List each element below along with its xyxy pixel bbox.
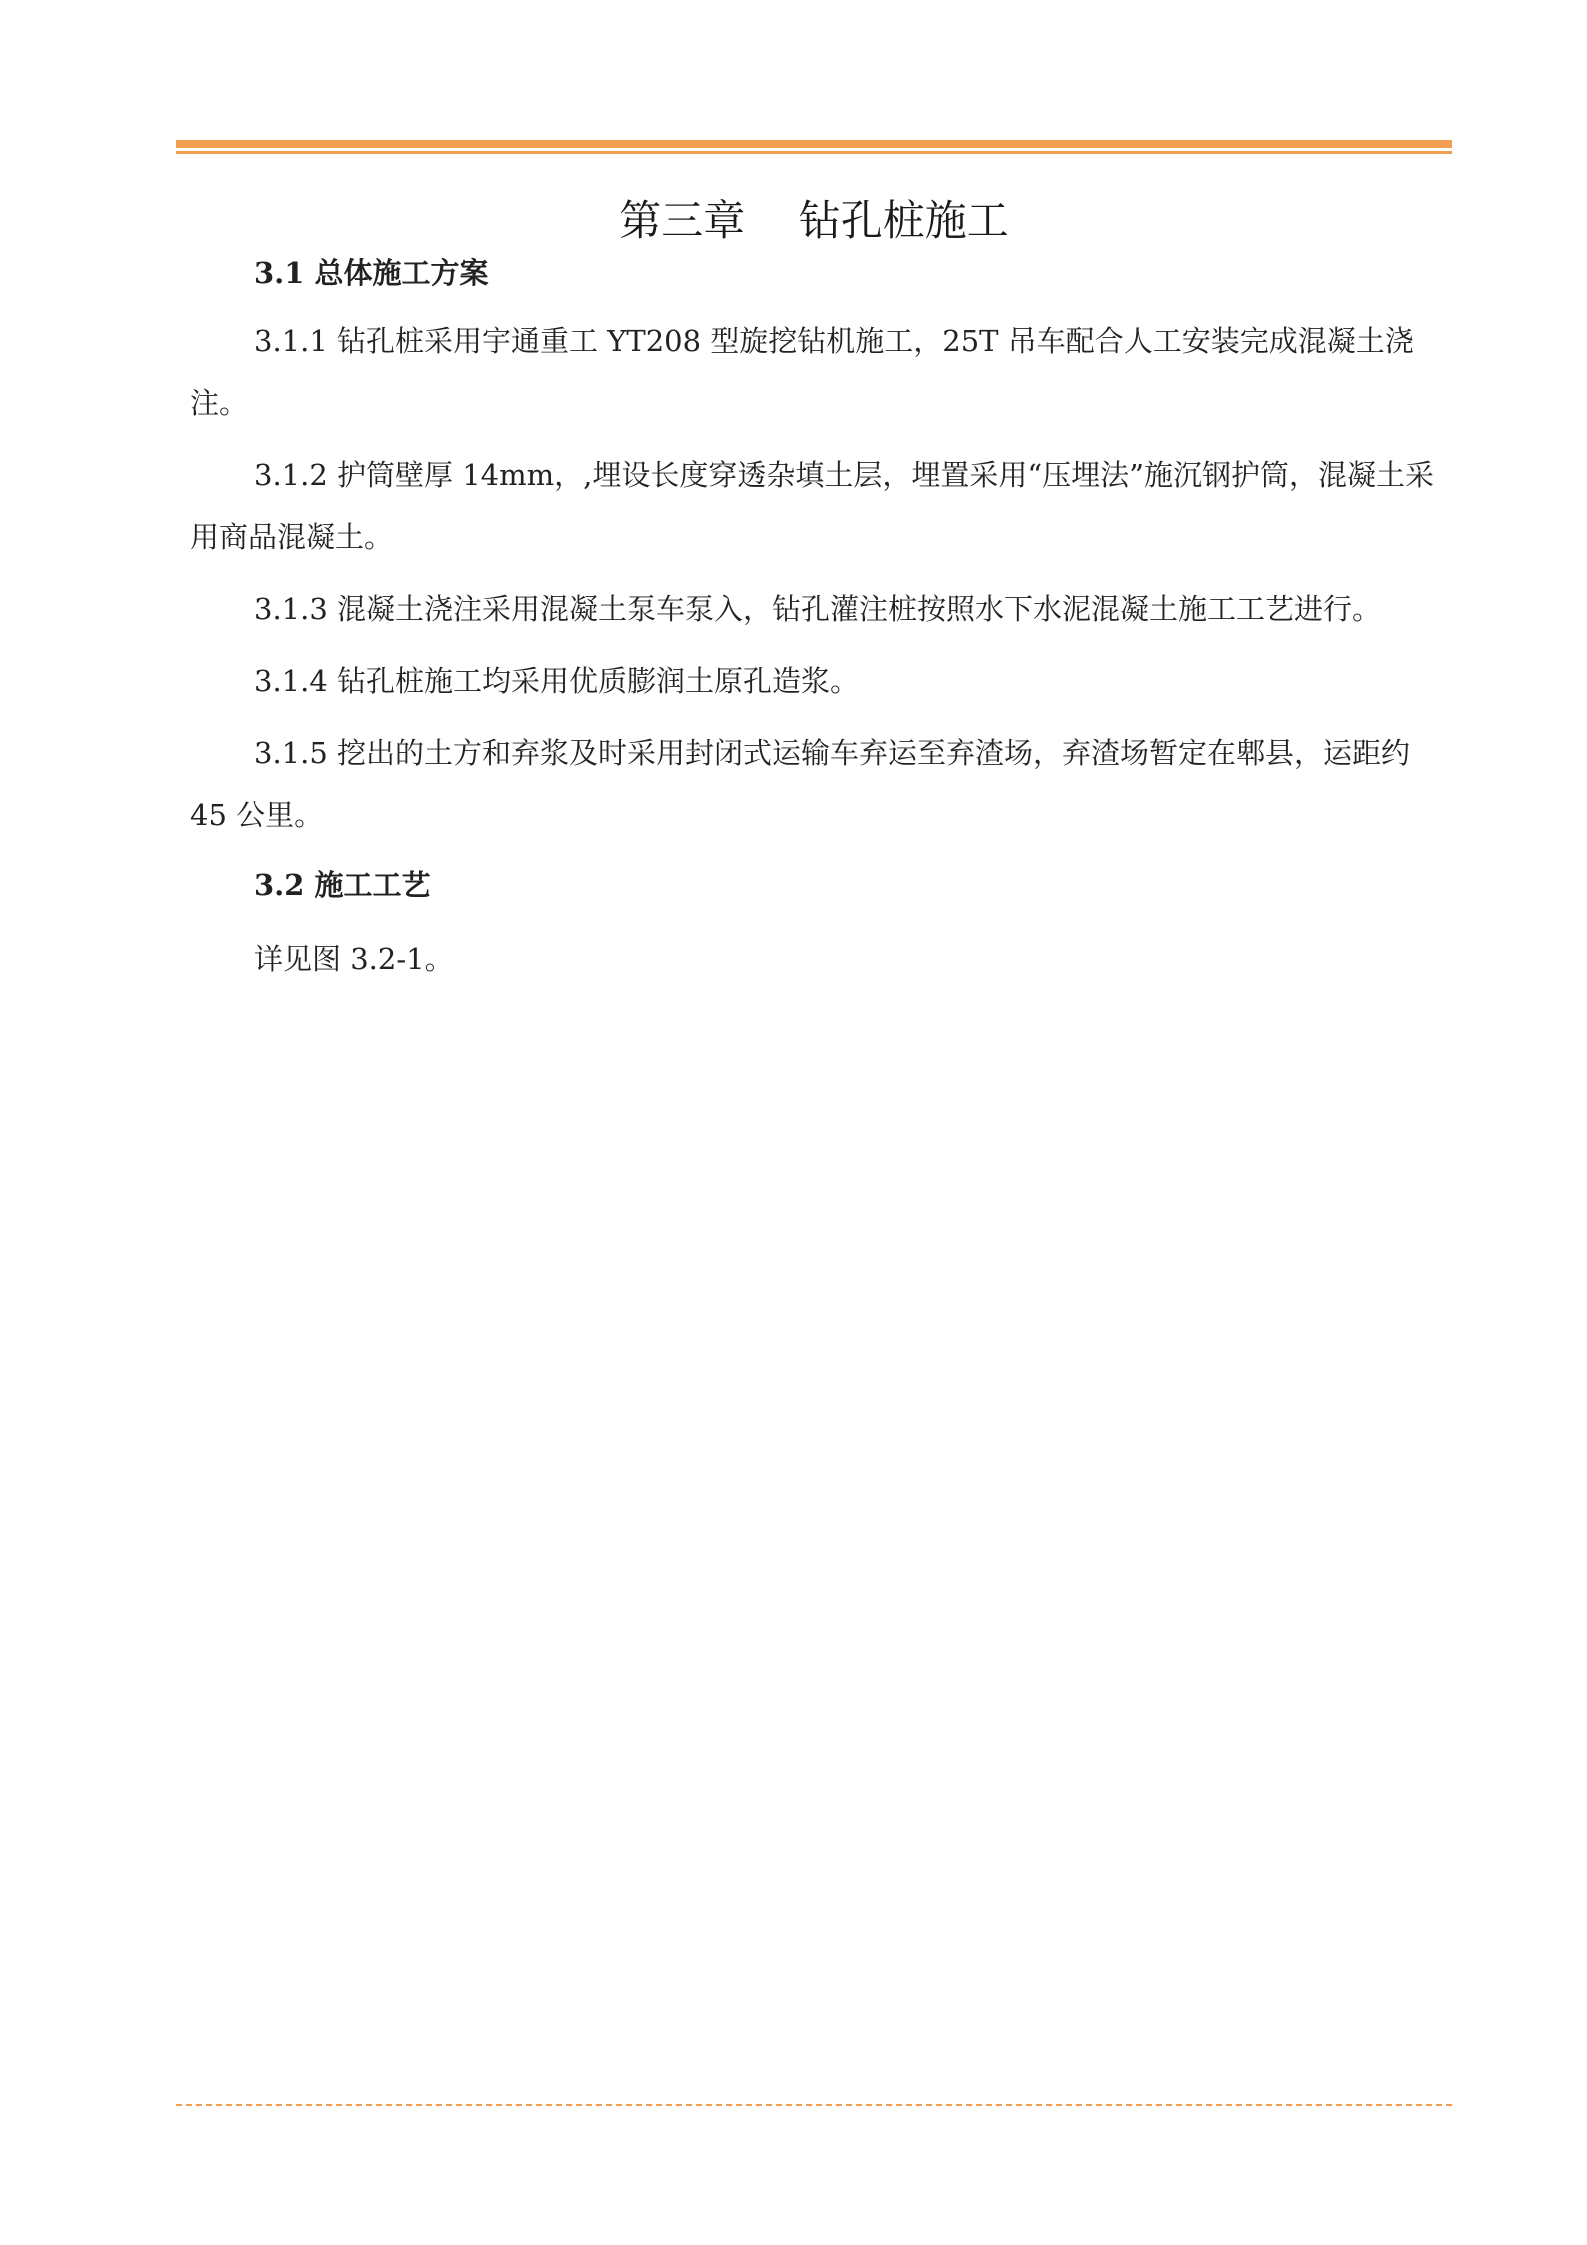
header-rule-thick — [176, 140, 1452, 148]
header-rule-thin — [176, 151, 1452, 154]
section-heading: 3.1 总体施工方案 — [254, 256, 489, 290]
footer-dashed-rule — [176, 2104, 1452, 2106]
paragraph: 3.1.4 钻孔桩施工均采用优质膨润土原孔造浆。 — [254, 664, 860, 698]
chapter-title: 第三章 钻孔桩施工 — [619, 196, 1009, 245]
section-heading: 3.2 施工工艺 — [254, 868, 431, 902]
paragraph: 详见图 3.2-1。 — [254, 942, 454, 976]
header-double-rule — [176, 140, 1452, 154]
paragraph: 3.1.3 混凝土浇注采用混凝土泵车泵入，钻孔灌注桩按照水下水泥混凝土施工工艺进行。 — [254, 592, 1382, 626]
paragraph: 3.1.5 挖出的土方和弃浆及时采用封闭式运输车弃运至弃渣场，弃渣场暂定在郫县，运距约 45 公里。 — [190, 736, 1411, 832]
paragraph: 3.1.1 钻孔桩采用宇通重工 YT208 型旋挖钻机施工，25T 吊车配合人工安装完成混凝土浇注。 — [190, 324, 1414, 420]
paragraph: 3.1.2 护筒壁厚 14mm，,埋设长度穿透杂填土层，埋置采用“压埋法”施沉钢护筒，混凝土采用商品混凝土。 — [190, 458, 1434, 554]
document-body — [190, 248, 1440, 990]
